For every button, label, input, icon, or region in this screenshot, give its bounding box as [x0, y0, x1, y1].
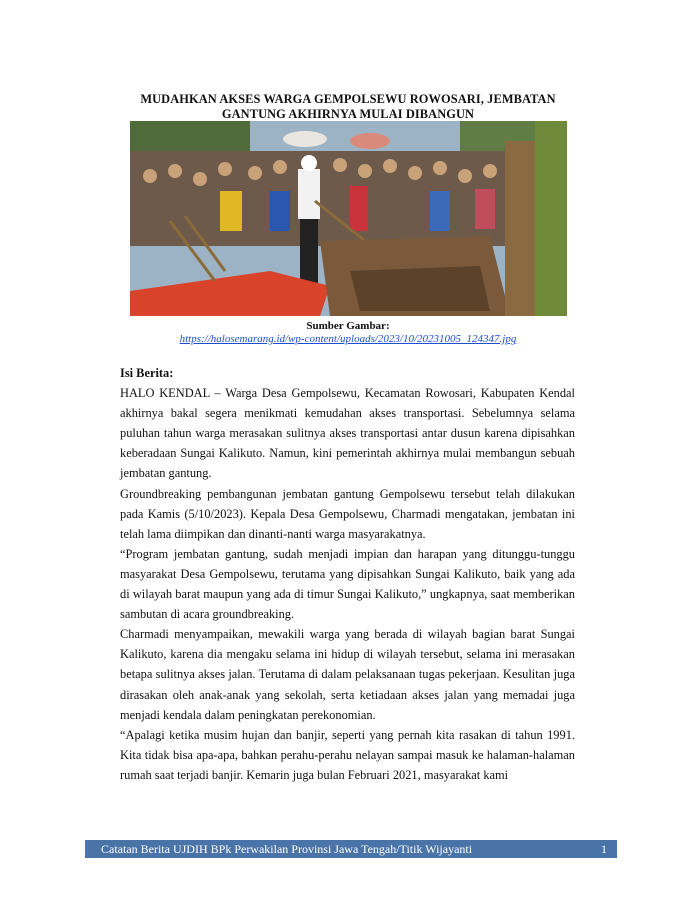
footer-text: Catatan Berita UJDIH BPk Perwakilan Provinsi Jawa Tengah/Titik Wijayanti: [101, 842, 473, 856]
paragraph: Charmadi menyampaikan, mewakili warga yang berada di wilayah bagian barat Sungai Kalikuto, karena dia mengaku selama ini hidup di wilayah tersebut, selama ini merasakan betapa sulitnya akses jalan. Terutama di dalam pelaksanaan tugas pekerjaan. Kesulitan juga dirasakan oleh anak-anak yang sekolah, serta ketiadaan akses jalan yang memadai juga menjadi kendala dalam peningkatan perekonomian.: [120, 627, 575, 722]
paragraph: “Apalagi ketika musim hujan dan banjir, seperti yang pernah kita rasakan di tahun 1991. Kita tidak bisa apa-apa, bahkan perahu-perahu nelayan sampai masuk ke halaman-halaman rumah saat terjadi banjir. Kemarin juga bulan Februari 2021, masyarakat kami: [120, 727, 575, 782]
document-title: MUDAHKAN AKSES WARGA GEMPOLSEWU ROWOSARI, JEMBATAN GANTUNG AKHIRNYA MULAI DIBANGUN: [140, 92, 556, 121]
paragraph: “Program jembatan gantung, sudah menjadi impian dan harapan yang ditunggu-tunggu masyarakat Desa Gempolsewu, terutama yang dipisahkan Sungai Kalikuto, baik yang ada di wilayah barat maupun yang ada di timur Sungai Kalikuto,” ungkapnya, saat memberikan sambutan di acara groundbreaking.: [120, 546, 575, 622]
paragraph: HALO KENDAL – Warga Desa Gempolsewu, Kecamatan Rowosari, Kabupaten Kendal akhirnya bakal segera menikmati kemudahan akses transportasi. Sebelumnya selama puluhan tahun warga merasakan sulitnya akses transportasi antar dusun karena dipisahkan keberadaan Sungai Kalikuto. Namun, kini pemerintah akhirnya mulai membangun sebuah jembatan gantung.: [120, 386, 575, 481]
section-heading: Isi Berita:: [120, 366, 174, 380]
page-footer: [85, 840, 617, 858]
paragraph: Groundbreaking pembangunan jembatan gantung Gempolsewu tersebut telah dilakukan pada Kamis (5/10/2023). Kepala Desa Gempolsewu, Charmadi mengatakan, jembatan ini telah lama diimpikan dan dinanti-nanti warga masyarakatnya.: [120, 486, 575, 541]
image-source-label: Sumber Gambar:: [306, 320, 390, 332]
image-source-link[interactable]: https://halosemarang.id/wp-content/uploads/2023/10/20231005_124347.jpg: [179, 333, 517, 345]
news-photo: [130, 121, 567, 316]
image-caption: [110, 320, 586, 346]
page-number: 1: [601, 842, 607, 856]
article-body: [120, 363, 575, 785]
